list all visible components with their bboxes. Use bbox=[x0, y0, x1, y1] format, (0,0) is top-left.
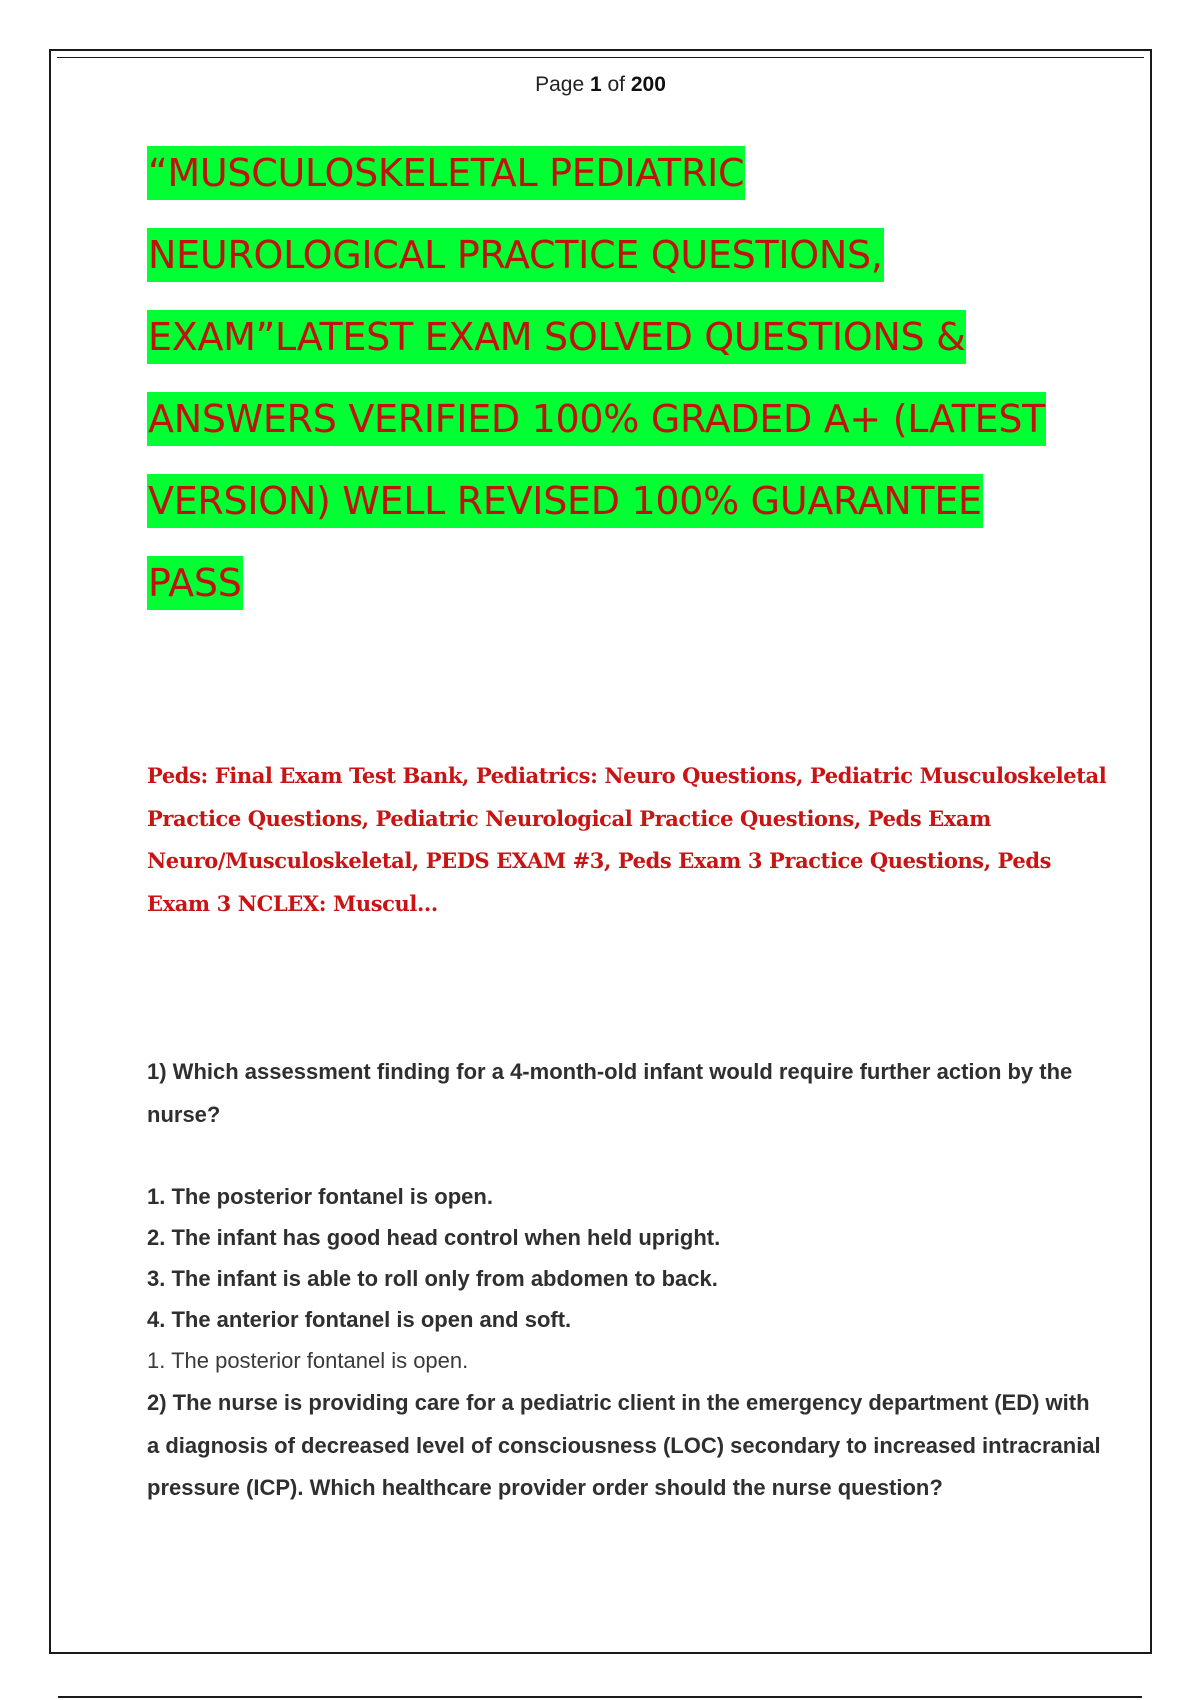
question-1-options bbox=[147, 1176, 1107, 1340]
page-current: 1 bbox=[589, 73, 602, 96]
header-rule bbox=[57, 57, 1144, 58]
option-item: 2. The infant has good head control when held upright. bbox=[147, 1225, 721, 1250]
bottom-rule bbox=[58, 1696, 1142, 1698]
title-line: “MUSCULOSKELETAL PEDIATRIC bbox=[147, 146, 1087, 228]
title-line: VERSION) WELL REVISED 100% GUARANTEE bbox=[147, 474, 1087, 556]
title-line: PASS bbox=[147, 556, 1087, 638]
page-number bbox=[51, 73, 1150, 97]
title-line: EXAM”LATEST EXAM SOLVED QUESTIONS & bbox=[147, 310, 1087, 392]
page-total: 200 bbox=[630, 73, 666, 96]
question-2-text: 2) The nurse is providing care for a pediatric client in the emergency department (ED) with a diagnosis of decreased level of consciousness (LOC) secondary to increased intracranial pressure (ICP). Which healthcare provider order should the nurse question? bbox=[147, 1390, 1101, 1500]
title-line: NEUROLOGICAL PRACTICE QUESTIONS, bbox=[147, 228, 1087, 310]
document-title bbox=[147, 146, 1087, 638]
option-item: 1. The posterior fontanel is open. bbox=[147, 1184, 493, 1209]
question-1-answer: 1. The posterior fontanel is open. bbox=[147, 1348, 469, 1373]
page-prefix: Page bbox=[535, 73, 585, 96]
page-of: of bbox=[607, 73, 626, 96]
title-line: ANSWERS VERIFIED 100% GRADED A+ (LATEST bbox=[147, 392, 1087, 474]
questions-section bbox=[147, 1051, 1107, 1510]
subtitle: Peds: Final Exam Test Bank, Pediatrics: Neuro Questions, Pediatric Musculoskeletal Practice Questions, Pediatric Neurological Practice Questions, Peds Exam Neuro/Musculoskeletal, PEDS EXAM #3, Peds Exam 3 Practice Questions, Peds Exam 3 NCLEX: Muscul... bbox=[147, 763, 1107, 916]
option-item: 4. The anterior fontanel is open and soft. bbox=[147, 1307, 572, 1332]
option-item: 3. The infant is able to roll only from abdomen to back. bbox=[147, 1266, 718, 1291]
question-1-text: 1) Which assessment finding for a 4-month-old infant would require further action by the nurse? bbox=[147, 1059, 1073, 1127]
page-frame bbox=[49, 49, 1152, 1654]
